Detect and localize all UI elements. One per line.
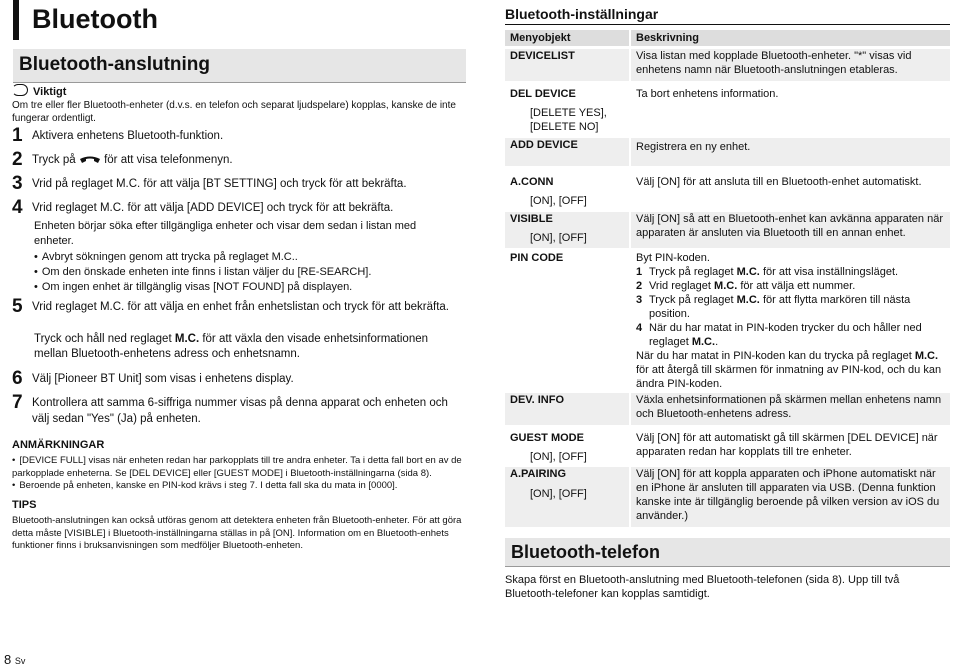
visible-key: VISIBLE <box>510 213 553 225</box>
table-row-guestmode: GUEST MODE <box>510 432 584 444</box>
pin-step-post: för att flytta markören till nästa position. <box>649 294 911 320</box>
step-5-detail <box>34 332 454 362</box>
table-cell-desc: Registrera en ny enhet. <box>631 138 950 166</box>
pin-step-pre: Tryck på reglaget <box>649 266 734 278</box>
step-5 <box>12 296 462 317</box>
step-number: 4 <box>12 197 23 218</box>
option-text: [ON], [OFF] <box>530 451 587 463</box>
telefon-text: Skapa först en Bluetooth-anslutning med Bluetooth-telefonen (sida 8). Upp till två Bluetooth-telefoner kan kopplas samtidigt. <box>505 574 900 600</box>
pin-step-number: 1 <box>636 266 643 278</box>
table-row-aconn: A.CONN <box>510 176 554 188</box>
step-4-bullet: • Om den önskade enheten inte finns i listan väljer du [RE-SEARCH]. <box>34 265 454 280</box>
mc-label: M.C. <box>714 280 738 292</box>
pin-step-1 <box>636 265 948 279</box>
page-number-value: 8 <box>4 652 12 667</box>
option-text: [DELETE NO] <box>530 121 599 133</box>
step-number: 5 <box>12 296 23 317</box>
important-label: Viktigt <box>33 86 67 98</box>
note-item: • [DEVICE FULL] visas när enheten redan har parkopplats till tre andra enheter. Ta i detta fall bort en av de parkopplade enheterna. Se [DEL DEVICE] eller [GUEST MODE] i Bluetooth-inställningarna (sida 8). <box>12 455 467 480</box>
mc-label: M.C. <box>736 266 760 278</box>
table-cell-desc: Byt PIN-koden. <box>636 252 710 264</box>
step-text <box>32 152 457 168</box>
step-4-bullet: • Om ingen enhet är tillgänglig visas [NOT FOUND] på displayen. <box>34 280 454 295</box>
mc-label: M.C. <box>914 350 939 362</box>
option-text: [DELETE YES], <box>530 107 607 119</box>
step-number: 3 <box>12 173 23 194</box>
pin-after-pre: När du har matat in PIN-koden kan du trycka på reglaget <box>636 350 912 362</box>
step-text: Vrid reglaget M.C. för att välja en enhet från enhetslistan och tryck för att bekräfta. <box>32 301 449 313</box>
step-1 <box>12 125 462 146</box>
page-number <box>4 652 25 669</box>
page-lang: Sv <box>14 656 26 666</box>
section-title: Bluetooth-anslutning <box>19 54 211 75</box>
pin-step-number: 2 <box>636 280 643 292</box>
telefon-title: Bluetooth-telefon <box>511 542 660 562</box>
step-4-bullet: • Avbryt sökningen genom att trycka på reglaget M.C.. <box>34 250 454 265</box>
table-cell-desc: Välj [ON] för att automatiskt gå till skärmen [DEL DEVICE] när apparaten redan har kopplats till tre enheter. <box>636 432 938 458</box>
pin-step-4 <box>636 321 949 349</box>
pin-step-3 <box>636 293 949 321</box>
settings-title-rule <box>505 24 950 25</box>
step-number: 1 <box>12 125 23 146</box>
pin-step-number: 4 <box>636 322 643 334</box>
mc-label: M.C. <box>736 294 760 306</box>
option-text: [ON], [OFF] <box>530 195 587 207</box>
step-2-pre: Tryck på <box>32 154 76 166</box>
pin-step-post: för att visa inställningsläget. <box>762 266 899 278</box>
step-text: Vrid reglaget M.C. för att välja [ADD DEVICE] och tryck för att bekräfta. <box>32 202 394 214</box>
phone-icon <box>79 156 101 164</box>
table-cell-desc: Välj [ON] för att ansluta till en Bluetooth-enhet automatiskt. <box>636 176 922 188</box>
step-7 <box>12 392 462 427</box>
step-2 <box>12 149 462 170</box>
table-cell-desc: Visa listan med kopplade Bluetooth-enheter. "*" visas vid enhetens namn när Bluetooth-anslutningen etableras. <box>631 49 950 81</box>
step-text: Kontrollera att samma 6-siffriga nummer visas på denna apparat och enheten och välj sedan "Yes" (Ja) på enheten. <box>32 397 448 425</box>
pin-step-2 <box>636 279 948 293</box>
table-cell-desc: Välj [ON] för att koppla apparaten och iPhone automatiskt när en iPhone är ansluten till apparaten via USB. (Denna funktion kanske inte är tillgänglig beroende på vilken version av iOS du använder.) <box>631 467 950 527</box>
step-number: 7 <box>12 392 23 413</box>
tips-text: Bluetooth-anslutningen kan också utföras genom att detektera enheten från Bluetooth-enheter. För att göra detta måste [VISIBLE] i Bluetooth-inställningarna ställas in på [ON]. Information om en Bluetooth-enhets funktioner finns i bruksanvisningen som medföljer Bluetooth-enheten. <box>12 515 462 551</box>
important-icon <box>12 84 28 96</box>
tips-heading: TIPS <box>12 499 37 511</box>
table-row-pincode: PIN CODE <box>510 252 564 264</box>
pin-step-post: för att välja ett nummer. <box>740 280 856 292</box>
pin-after-text <box>636 349 948 391</box>
step-6 <box>12 368 462 389</box>
important-text: Om tre eller fler Bluetooth-enheter (d.v.s. en telefon och separat ljudspelare) kopplas, kanske de inte fungerar ordentligt. <box>12 100 456 124</box>
settings-title: Bluetooth-inställningar <box>505 6 659 22</box>
step-text: Välj [Pioneer BT Unit] som visas i enhetens display. <box>32 373 294 385</box>
step-5-detail-pre: Tryck och håll ned reglaget <box>34 333 172 345</box>
table-row-deldevice: DEL DEVICE <box>510 88 576 100</box>
step-number: 2 <box>12 149 23 170</box>
pin-step-pre: När du har matat in PIN-koden trycker du och håller ned reglaget <box>649 322 922 348</box>
page-title: Bluetooth <box>32 4 158 34</box>
pin-step-number: 3 <box>636 294 643 306</box>
pin-after-post: för att återgå till skärmen för inmatning av PIN-kod, och du kan ändra PIN-koden. <box>636 364 942 390</box>
table-cell-desc: Ta bort enhetens information. <box>636 88 779 100</box>
step-text: Vrid på reglaget M.C. för att välja [BT SETTING] och tryck för att bekräfta. <box>32 178 407 190</box>
table-row-adddevice: ADD DEVICE <box>505 138 629 166</box>
table-header-desc: Beskrivning <box>631 30 950 46</box>
pin-step-pre: Tryck på reglaget <box>649 294 734 306</box>
step-5-detail-post: för att växla den visade enhetsinformationen mellan Bluetooth-enhetens adress och enhetsnamn. <box>34 333 429 360</box>
pin-step-pre: Vrid reglaget <box>649 280 711 292</box>
table-cell-desc: Växla enhetsinformationen på skärmen mellan enhetens namn och Bluetooth-enhetens adress. <box>631 393 950 425</box>
step-number: 6 <box>12 368 23 389</box>
pin-step-post: . <box>715 336 719 348</box>
apairing-key: A.PAIRING <box>510 468 567 480</box>
step-3 <box>12 173 462 194</box>
option-text: [ON], [OFF] <box>530 232 587 244</box>
table-row-devicelist: DEVICELIST <box>505 49 629 81</box>
step-4 <box>12 197 462 218</box>
title-bar-accent <box>13 0 19 40</box>
table-row-devinfo: DEV. INFO <box>505 393 629 425</box>
notes-heading: ANMÄRKNINGAR <box>12 439 105 451</box>
mc-label: M.C. <box>691 336 716 348</box>
table-cell-desc: Välj [ON] så att en Bluetooth-enhet kan avkänna apparaten när apparaten är ansluten via Bluetooth till en annan enhet. <box>631 212 950 248</box>
important-heading <box>12 84 66 99</box>
option-text: [ON], [OFF] <box>530 488 587 500</box>
note-item: • Beroende på enheten, kanske en PIN-kod krävs i steg 7. I detta fall ska du mata in [0000]. <box>12 480 467 493</box>
step-2-post: för att visa telefonmenyn. <box>104 154 233 166</box>
step-4-detail: Enheten börjar söka efter tillgängliga enheter och visar dem sedan i listan med enheter. <box>34 220 417 247</box>
mc-label: M.C. <box>174 333 200 345</box>
step-text: Aktivera enhetens Bluetooth-funktion. <box>32 130 224 142</box>
table-header-menu: Menyobjekt <box>505 30 629 46</box>
